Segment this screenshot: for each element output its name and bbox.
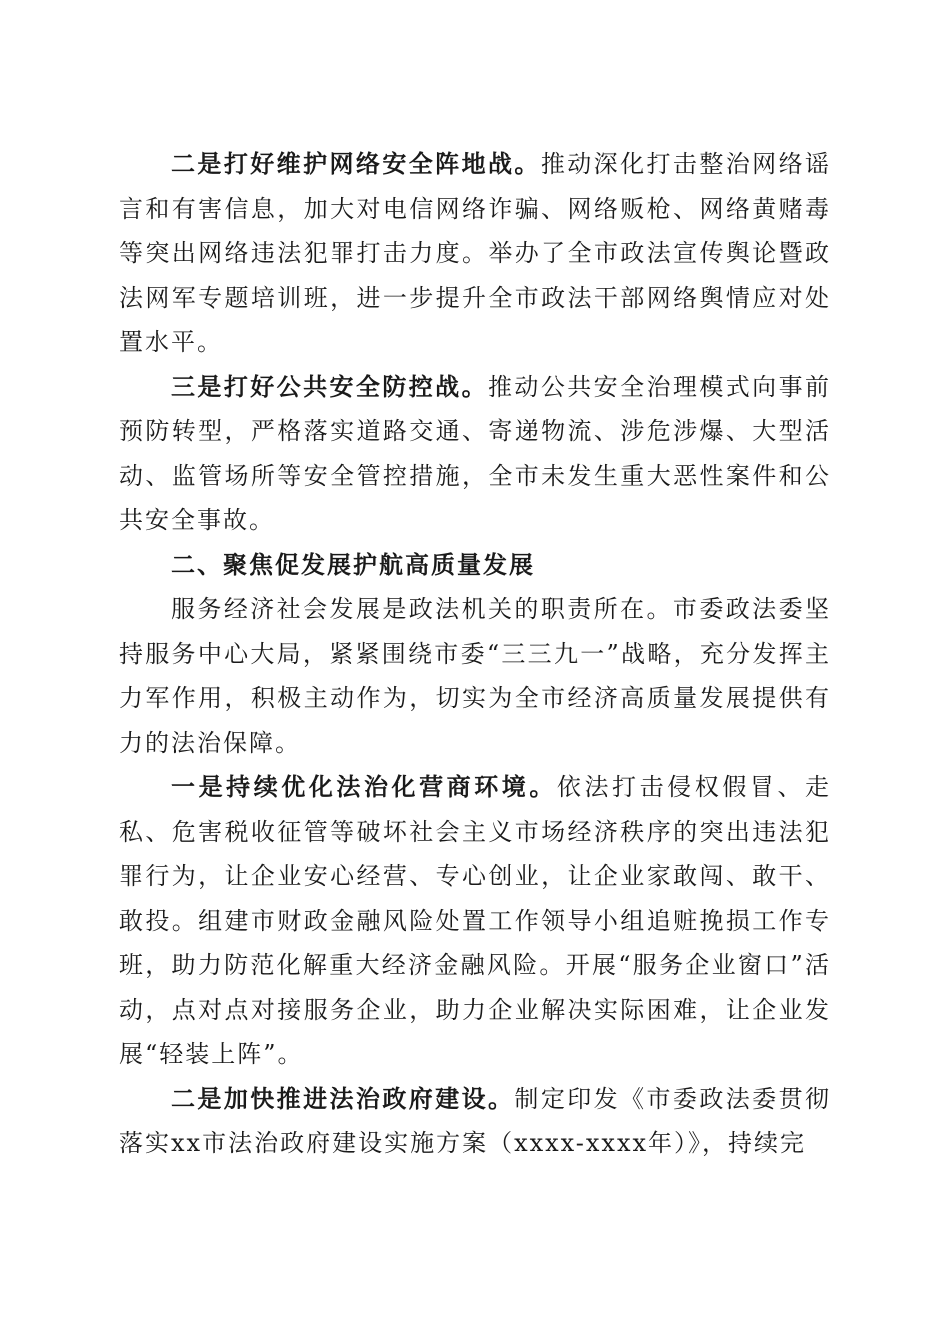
paragraph-text: 推动深化打击整治网络谣言和有害信息，加大对电信网络诈骗、网络贩枪、网络黄赌毒等突出网络违法犯罪打击力度。举办了全市政法宣传舆论暨政法网军专题培训班，进一步提升全市政法干部网络舆情应对处置水平。 bbox=[119, 150, 832, 356]
paragraph-rule-of-law-government bbox=[119, 1077, 831, 1166]
paragraph-lead: 二是加快推进法治政府建设。 bbox=[171, 1083, 515, 1113]
paragraph-text: 推动公共安全治理模式向事前预防转型，严格落实道路交通、寄递物流、涉危涉爆、大型活动、监管场所等安全管控措施，全市未发生重大恶性案件和公共安全事故。 bbox=[119, 372, 831, 534]
document-body bbox=[119, 142, 831, 1166]
section-heading: 二、聚焦促发展护航高质量发展 bbox=[171, 550, 535, 579]
paragraph-network-security bbox=[119, 142, 831, 365]
paragraph-text: 依法打击侵权假冒、走私、危害税收征管等破坏社会主义市场经济秩序的突出违法犯罪行为，让企业安心经营、专心创业，让企业家敢闯、敢干、敢投。组建市财政金融风险处置工作领导小组追赃挽损工作专班，助力防范化解重大经济金融风险。开展“服务企业窗口”活动，点对点对接服务企业，助力企业解决实际困难，让企业发展“轻装上阵”。 bbox=[119, 773, 832, 1068]
paragraph-lead: 三是打好公共安全防控战。 bbox=[171, 371, 488, 401]
paragraph-text: 制定印发《市委政法委贯彻落实xx市法治政府建设实施方案（xxxx-xxxx年）》，持续完 bbox=[119, 1084, 832, 1157]
paragraph-intro: 服务经济社会发展是政法机关的职责所在。市委政法委坚持服务中心大局，紧紧围绕市委“三三九一”战略，充分发挥主力军作用，积极主动作为，切实为全市经济高质量发展提供有力的法治保障。 bbox=[119, 595, 831, 757]
paragraph-public-safety bbox=[119, 365, 831, 543]
paragraph-lead: 一是持续优化法治化营商环境。 bbox=[171, 772, 557, 801]
paragraph-business-environment bbox=[119, 765, 831, 1077]
paragraph-lead: 二是打好维护网络安全阵地战。 bbox=[171, 149, 541, 178]
